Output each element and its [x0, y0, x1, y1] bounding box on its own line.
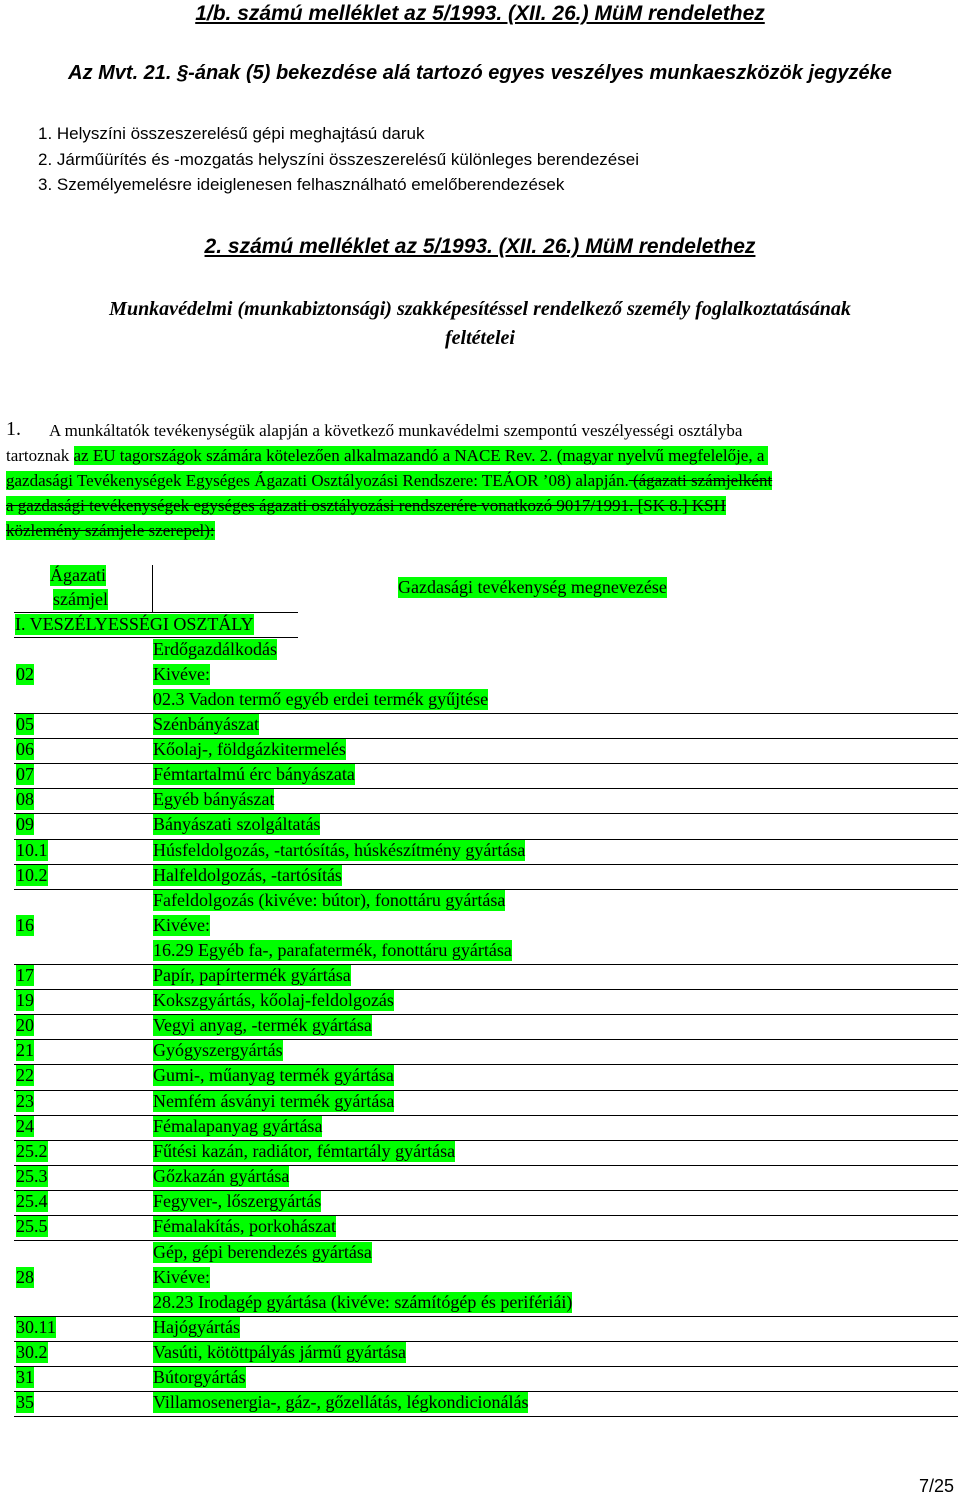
row-name-except: Kivéve: — [153, 1267, 210, 1287]
row-code: 16 — [16, 915, 34, 935]
row-name: Gőzkazán gyártása — [153, 1166, 290, 1186]
row-code: 28 — [16, 1267, 34, 1287]
row-name: Halfeldolgozás, -tartósítás — [153, 865, 342, 885]
header-code-label: Ágazati — [50, 565, 106, 585]
paragraph-line — [6, 493, 726, 518]
row-name: Fegyver-, lőszergyártás — [153, 1191, 322, 1211]
row-name: Bányászati szolgáltatás — [153, 814, 321, 834]
paragraph-highlight: az EU tagországok számára kötelezően alkalmazandó a NACE Rev. 2. (magyar nyelvű megfelelője, a — [74, 446, 769, 465]
annex-1b-subtitle: Az Mvt. 21. §-ának (5) bekezdése alá tartozó egyes veszélyes munkaeszközök jegyzéke — [68, 62, 892, 84]
row-name: Gumi-, műanyag termék gyártása — [153, 1065, 394, 1085]
row-name: Fűtési kazán, radiátor, fémtartály gyártása — [153, 1141, 456, 1161]
header-name-label: Gazdasági tevékenység megnevezése — [398, 577, 667, 597]
paragraph-text: tartoznak — [6, 446, 74, 465]
class-title: I. VESZÉLYESSÉGI OSZTÁLY — [15, 614, 254, 634]
row-name: Fémalapanyag gyártása — [153, 1116, 323, 1136]
table-rule — [14, 1416, 958, 1417]
row-name: Papír, papírtermék gyártása — [153, 965, 351, 985]
row-name: Villamosenergia-, gáz-, gőzellátás, légkondicionálás — [153, 1392, 529, 1412]
paragraph-highlight: gazdasági Tevékenységek Egységes Ágazati Osztályozási Rendszere: TEÁOR ’08) alapján. — [6, 471, 629, 490]
paragraph-number: 1. — [6, 418, 21, 440]
row-code: 21 — [16, 1040, 34, 1060]
paragraph-line: A munkáltatók tevékenységük alapján a következő munkavédelmi szempontú veszélyességi osztályba — [49, 421, 743, 440]
row-code: 20 — [16, 1015, 34, 1035]
equipment-list-item: 2. Járműürítés és -mozgatás helyszíni összeszerelésű különleges berendezései — [38, 150, 639, 169]
row-name: Gép, gépi berendezés gyártása — [153, 1242, 372, 1262]
row-name: Hajógyártás — [153, 1317, 240, 1337]
row-name: Nemfém ásványi termék gyártása — [153, 1091, 395, 1111]
row-code: 09 — [16, 814, 34, 834]
row-name: Egyéb bányászat — [153, 789, 275, 809]
row-code: 30.11 — [16, 1317, 56, 1337]
row-name: Bútorgyártás — [153, 1367, 246, 1387]
row-code: 10.2 — [16, 865, 48, 885]
row-name: Fafeldolgozás (kivéve: bútor), fonottáru gyártása — [153, 890, 506, 910]
equipment-list-item: 1. Helyszíni összeszerelésű gépi meghajtású daruk — [38, 124, 425, 143]
row-name: Vegyi anyag, -termék gyártása — [153, 1015, 372, 1035]
paragraph-line — [6, 443, 768, 468]
paragraph-strikethrough: közlemény számjele szerepel): — [6, 521, 215, 540]
paragraph-line — [6, 468, 772, 493]
annex-2-title: 2. számú melléklet az 5/1993. (XII. 26.) MüM rendelethez — [204, 235, 756, 258]
row-code: 07 — [16, 764, 34, 784]
row-code: 02 — [16, 664, 34, 684]
row-name-exception: 28.23 Irodagép gyártása (kivéve: számítógép és perifériái) — [153, 1292, 573, 1312]
table-rule — [14, 1240, 958, 1241]
paragraph-line — [6, 518, 215, 543]
table-rule — [14, 637, 298, 638]
row-name: Szénbányászat — [153, 714, 259, 734]
page-number: 7/25 — [918, 1476, 954, 1496]
row-code: 08 — [16, 789, 34, 809]
annex-2-subtitle: Munkavédelmi (munkabiztonsági) szakképesítéssel rendelkező személy foglalkoztatásának — [109, 298, 851, 320]
row-code: 24 — [16, 1116, 34, 1136]
row-code: 05 — [16, 714, 34, 734]
row-name-except: Kivéve: — [153, 664, 210, 684]
paragraph-strikethrough: a gazdasági tevékenységek egységes ágazati osztályozási rendszerére vonatkozó 9017/1991. [SK 8.] KSH — [6, 496, 726, 515]
annex-2-subtitle-cont: feltételei — [445, 327, 515, 349]
row-name: Gyógyszergyártás — [153, 1040, 283, 1060]
row-name: Vasúti, kötöttpályás jármű gyártása — [153, 1342, 406, 1362]
row-name: Fémtartalmú érc bányászata — [153, 764, 355, 784]
paragraph-strikethrough: (ágazati számjelként — [628, 471, 773, 490]
table-rule — [14, 612, 298, 613]
row-code: 06 — [16, 739, 34, 759]
header-code-label: számjel — [53, 589, 108, 609]
row-name: Erdőgazdálkodás — [153, 639, 277, 659]
row-name-exception: 02.3 Vadon termő egyéb erdei termék gyűjtése — [153, 689, 489, 709]
row-code: 19 — [16, 990, 34, 1010]
row-name: Kőolaj-, földgázkitermelés — [153, 739, 346, 759]
row-code: 17 — [16, 965, 34, 985]
row-name-except: Kivéve: — [153, 915, 210, 935]
row-code: 25.4 — [16, 1191, 48, 1211]
equipment-list-item: 3. Személyemelésre ideiglenesen felhasználható emelőberendezések — [38, 175, 565, 194]
row-code: 35 — [16, 1392, 34, 1412]
row-name: Fémalakítás, porkohászat — [153, 1216, 336, 1236]
annex-1b-title: 1/b. számú melléklet az 5/1993. (XII. 26.) MüM rendelethez — [195, 2, 765, 25]
row-code: 22 — [16, 1065, 34, 1085]
row-code: 30.2 — [16, 1342, 48, 1362]
row-code: 23 — [16, 1091, 34, 1111]
row-code: 25.2 — [16, 1141, 48, 1161]
row-code: 31 — [16, 1367, 34, 1387]
row-name: Kokszgyártás, kőolaj-feldolgozás — [153, 990, 394, 1010]
table-divider — [152, 565, 153, 612]
row-name-exception: 16.29 Egyéb fa-, parafatermék, fonottáru gyártása — [153, 940, 512, 960]
row-code: 25.5 — [16, 1216, 48, 1236]
row-name: Húsfeldolgozás, -tartósítás, húskészítmény gyártása — [153, 840, 526, 860]
row-code: 25.3 — [16, 1166, 48, 1186]
row-code: 10.1 — [16, 840, 48, 860]
